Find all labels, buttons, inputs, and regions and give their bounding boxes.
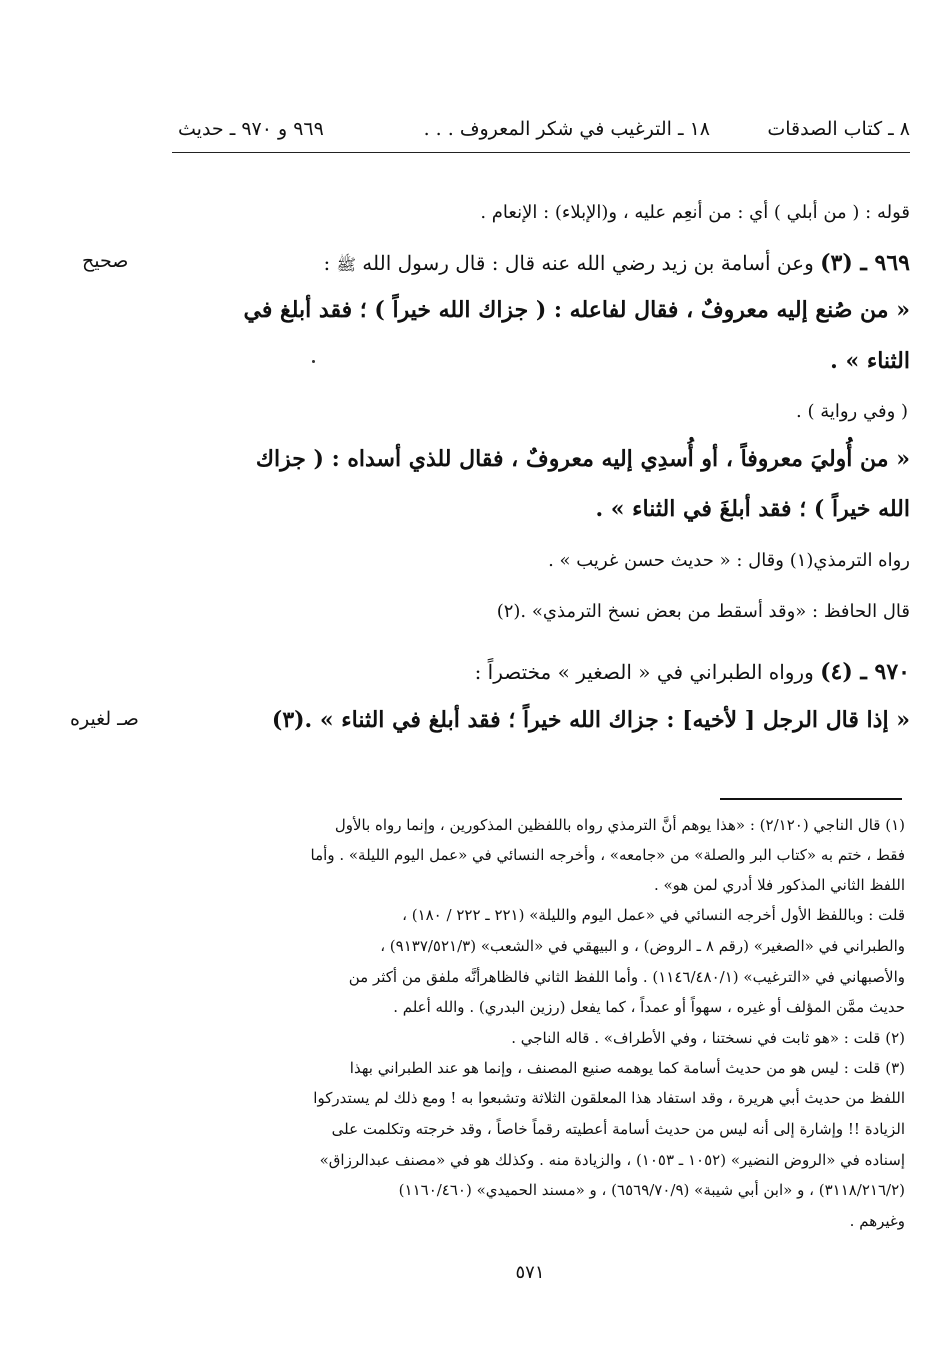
footnote-line: إسناده في «الروض النضير» (١٠٥٢ ـ ١٠٥٣) ، والزيادة منه . وكذلك هو في «مصنف عبدالرزاق» xyxy=(319,1151,905,1169)
hadith-969-text-line2: الثناء » . xyxy=(830,348,910,374)
riwaya-text-line2: الله خيراً ) ؛ فقد أبلغَ في الثناء » . xyxy=(595,496,910,522)
footnote-divider xyxy=(720,798,902,800)
riwaya-label: ( وفي رواية ) . xyxy=(796,401,908,422)
footnote-line: (٣) قلت : ليس هو من حديث أسامة كما يوهمه صنيع المصنف ، وإنما هو عند الطبراني بهذا xyxy=(349,1059,905,1077)
explanation-line: قوله : ( من أبلي ) أي : من أنعِم عليه ، و(الإبلاء) : الإنعام . xyxy=(480,202,910,223)
footnote-line: (١) قال الناجي (٢/١٢٠) : «هذا يوهم أنَّ الترمذي رواه باللفظين المذكورين ، وإنما رواه بالأول xyxy=(334,816,905,834)
footnote-line: وغيرهم . xyxy=(849,1212,905,1230)
footnote-line: حديث ممَّن المؤلف أو غيره ، سهواً أو عمداً ، كما يفعل (رزين البدري) . والله أعلم . xyxy=(393,998,905,1016)
hadith-969-number: ٩٦٩ ـ (٣) xyxy=(820,250,910,276)
grade-label-970: صـ لغيره xyxy=(70,708,139,730)
hadith-969-text-line1: « من صُنع إليه معروفٌ ، فقال لفاعله : ( جزاك الله خيراً ) ؛ فقد أبلغ في xyxy=(243,297,910,323)
hadith-969-isnad: وعن أسامة بن زيد رضي الله عنه قال : قال رسول الله xyxy=(362,251,814,275)
ink-speck xyxy=(312,360,315,363)
footnote-line: (٢) قلت : «هو ثابت في نسختنا ، وفي الأطراف» . قاله الناجي . xyxy=(511,1029,905,1047)
running-header xyxy=(170,112,910,152)
page-number: ٥٧١ xyxy=(515,1262,545,1283)
hadith-970-isnad: ورواه الطبراني في « الصغير » مختصراً : xyxy=(474,660,814,684)
footnote-line: والطبراني في «الصغير» (رقم ٨ ـ الروض) ، و البيهقي في «الشعب» (٩١٣٧/٥٢١/٣) ، xyxy=(380,937,905,955)
hafiz-line: قال الحافظ : «وقد أسقط من بعض نسخ الترمذي» .(٢) xyxy=(496,601,910,622)
hadith-970-number: ٩٧٠ ـ (٤) xyxy=(820,659,910,685)
hadith-969-intro xyxy=(323,250,910,278)
footnote-line: والأصبهاني في «الترغيب» (١١٤٦/٤٨٠/١) . وأما اللفظ الثاني فالظاهرأنَّه ملفق من أكثر من xyxy=(348,968,905,986)
header-chapter: ٨ ـ كتاب الصدقات xyxy=(767,118,910,140)
salawat-glyph: ﷺ xyxy=(336,255,356,274)
header-divider xyxy=(172,152,910,153)
footnote-line: اللفظ من حديث أبي هريرة ، وقد استفاد هذا المعلقون الثلاثة وتشبعوا به ! ومع ذلك لم يستدركوا xyxy=(313,1089,905,1107)
grade-label-969: صحيح xyxy=(82,250,129,272)
footnote-line: اللفظ الثاني المذكور فلا أدري لمن هو» . xyxy=(653,876,905,894)
riwaya-text-line1: « من أُوليَ معروفاً ، أو أُسدِي إليه معروفٌ ، فقال للذي أسداه : ( جزاك xyxy=(255,446,910,472)
footnote-line: قلت : وباللفظ الأول أخرجه النسائي في «عمل اليوم والليلة» (٢٢١ ـ ٢٢٢ / ١٨٠) ، xyxy=(402,906,905,924)
footnote-line: (٣١١٨/٢١٦/٢) ، و «ابن أبي شيبة» (٦٥٦٩/٧٠/٩) ، و «مسند الحميدي» (١١٦٠/٤٦٠) xyxy=(398,1181,905,1199)
header-section: ١٨ ـ الترغيب في شكر المعروف . . . xyxy=(423,118,710,140)
hadith-970-text: « إذا قال الرجل [ لأخيه] : جزاك الله خيراً ؛ فقد أبلغ في الثناء » .(٣) xyxy=(271,707,910,733)
hadith-970-intro xyxy=(475,659,910,685)
hadith-969-colon: : xyxy=(323,251,331,275)
footnote-line: الزيادة !! وإشارة إلى أنه ليس من حديث أسامة أعطيته رقماً خاصاً ، وقد خرجته وتكلمت على xyxy=(331,1120,905,1138)
header-hadith-range: ٩٦٩ و ٩٧٠ ـ حديث xyxy=(178,118,324,140)
footnote-line: فقط ، ختم به «كتاب البر والصلة» من «جامعه» ، وأخرجه النسائي في «عمل اليوم الليلة» . وأما xyxy=(310,846,905,864)
rawahu-line: رواه الترمذي(١) وقال : « حديث حسن غريب » . xyxy=(548,550,910,571)
